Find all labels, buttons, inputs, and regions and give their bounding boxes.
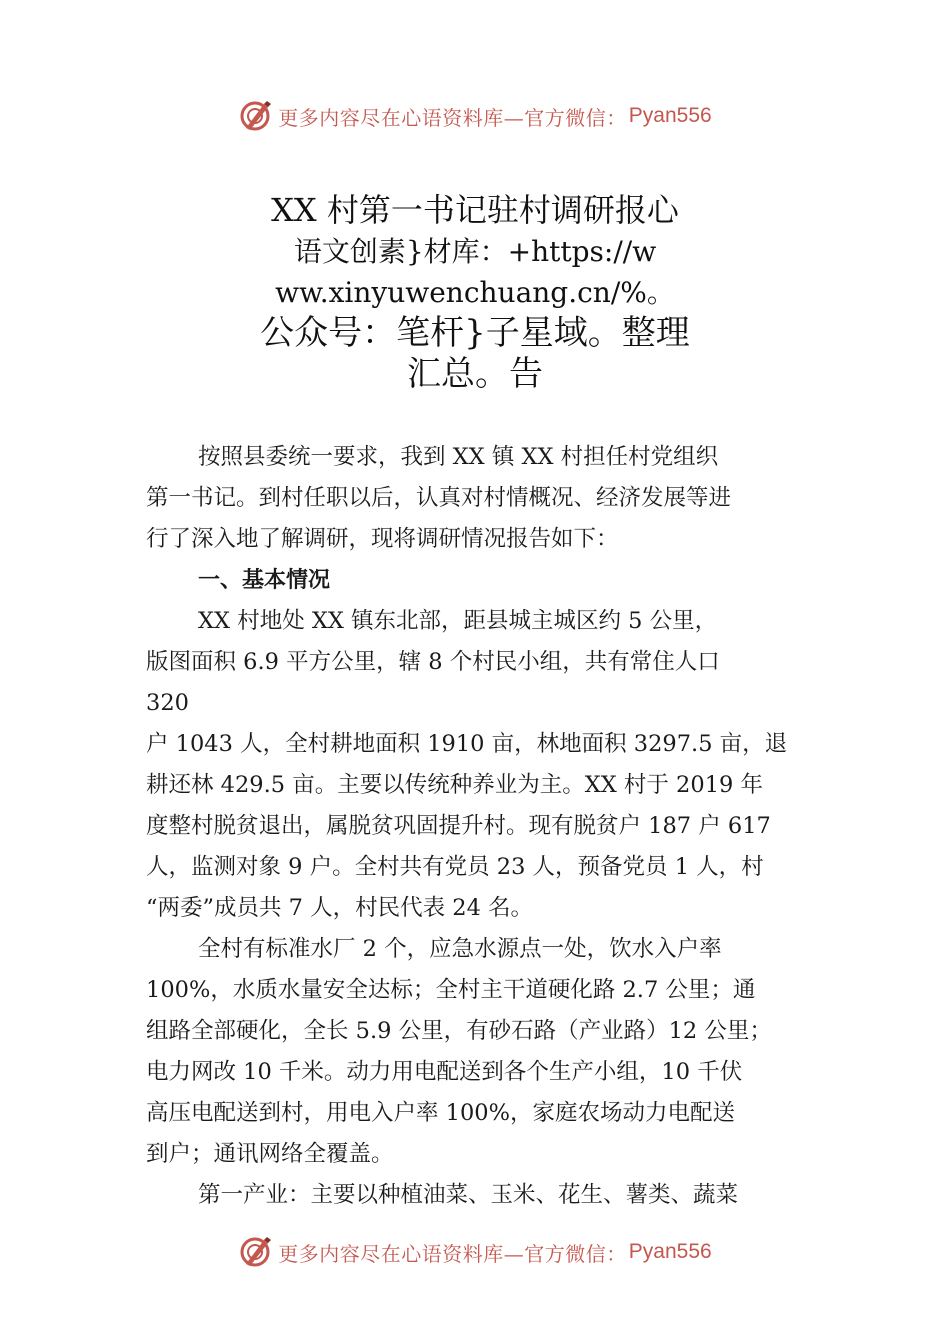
banner-text: 更多内容尽在心语资料库—官方微信：: [278, 1241, 627, 1266]
intro-paragraph: [146, 437, 808, 560]
text-line: 高压电配送到村，用电入户率 100%，家庭农场动力电配送: [146, 1100, 735, 1126]
text-line: 按照县委统一要求，我到 XX 镇 XX 村担任村党组织: [198, 444, 719, 470]
title-line: 语文创素}材库：+https://w: [293, 235, 657, 268]
paragraph-industry: [146, 1175, 808, 1216]
pen-logo-icon: [238, 1234, 274, 1270]
footer-banner: [0, 1232, 950, 1272]
title-line: 汇总。告: [407, 354, 543, 394]
paragraph-infrastructure: [146, 929, 808, 1175]
text-line: XX 村地处 XX 镇东北部，距县城主城区约 5 公里，: [198, 608, 718, 634]
text-line: 到户；通讯网络全覆盖。: [146, 1141, 394, 1167]
banner-text: 更多内容尽在心语资料库—官方微信：: [278, 105, 627, 130]
text-line: 户 1043 人，全村耕地面积 1910 亩，林地面积 3297.5 亩，退: [146, 731, 788, 757]
text-line: 电力网改 10 千米。动力用电配送到各个生产小组，10 千伏: [146, 1059, 743, 1085]
banner-account: Pyan556: [628, 104, 712, 127]
text-line: 版图面积 6.9 平方公里，辖 8 个村民小组，共有常住人口: [146, 649, 720, 675]
text-line: 100%，水质水量安全达标；全村主干道硬化路 2.7 公里；通: [146, 977, 756, 1003]
text-line: 耕还林 429.5 亩。主要以传统种养业为主。XX 村于 2019 年: [146, 772, 763, 798]
text-line: 行了深入地了解调研，现将调研情况报告如下：: [146, 526, 619, 552]
title-line: ww.xinyuwenchuang.cn/%。: [275, 276, 675, 309]
text-line: 320: [146, 690, 189, 716]
text-line: 第一产业：主要以种植油菜、玉米、花生、薯类、蔬菜: [198, 1182, 739, 1208]
paragraph-basic-info: [146, 601, 808, 929]
title-line: 公众号：笔杆}子星域。整理: [260, 313, 690, 353]
banner-account: Pyan556: [628, 1240, 712, 1263]
document-title: [200, 190, 750, 395]
section-heading: 一、基本情况: [198, 568, 331, 593]
text-line: 人，监测对象 9 户。全村共有党员 23 人，预备党员 1 人，村: [146, 854, 764, 880]
pen-logo-icon: [238, 98, 274, 134]
text-line: 度整村脱贫退出，属脱贫巩固提升村。现有脱贫户 187 户 617: [146, 813, 771, 839]
text-line: 全村有标准水厂 2 个，应急水源点一处，饮水入户率: [198, 936, 722, 962]
text-line: 组路全部硬化，全长 5.9 公里，有砂石路（产业路）12 公里；: [146, 1018, 772, 1044]
text-line: 第一书记。到村任职以后，认真对村情概况、经济发展等进: [146, 485, 732, 511]
header-banner: [0, 96, 950, 136]
document-body: [146, 437, 808, 1216]
title-line: XX 村第一书记驻村调研报心: [271, 191, 679, 229]
text-line: “两委”成员共 7 人，村民代表 24 名。: [146, 895, 534, 921]
